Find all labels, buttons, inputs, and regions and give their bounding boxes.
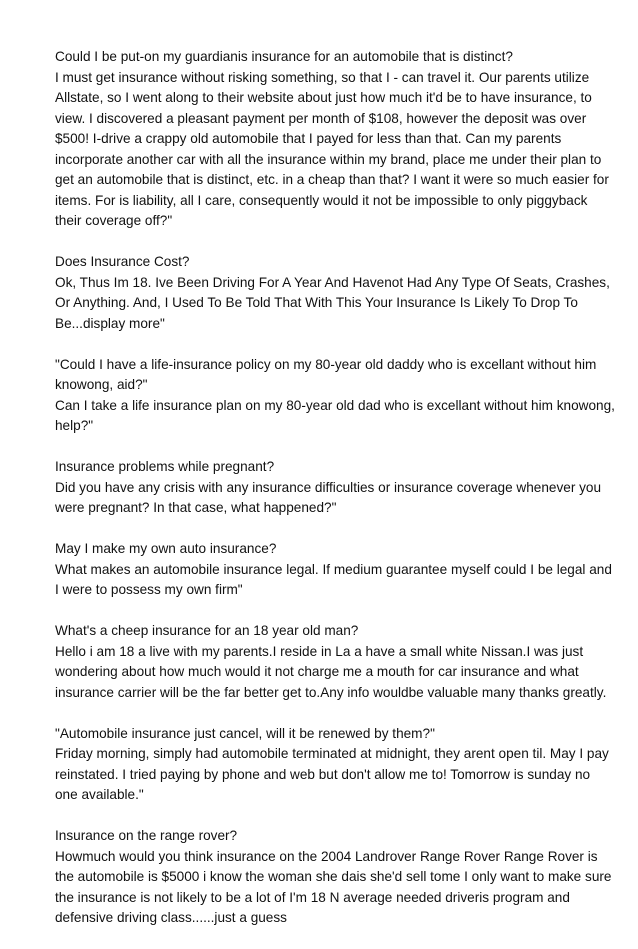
- qa-block: [55, 47, 609, 232]
- question-title: "Could I have a life-insurance policy on my 80-year old daddy who is excellant without him: [55, 356, 597, 372]
- body-line: defensive driving class......just a guess: [55, 910, 287, 925]
- body-line: their coverage off?": [55, 213, 173, 228]
- body-line: reinstated. I tried paying by phone and web but don't allow me to! Tomorrow is sunday no: [55, 766, 591, 782]
- qa-block: [55, 457, 603, 519]
- document-page: [55, 47, 615, 949]
- body-line: view. I discovered a pleasant payment per month of $108, however the deposit was over: [55, 110, 587, 126]
- body-line: one available.": [55, 787, 144, 802]
- body-line: Friday morning, simply had automobile terminated at midnight, they arent open til. May I pay: [55, 746, 609, 761]
- qa-block: [55, 539, 612, 601]
- qa-block: [55, 252, 610, 334]
- question-title: What's a cheep insurance for an 18 year old man?: [55, 623, 359, 638]
- body-line: Be...display more": [55, 315, 165, 331]
- qa-block: [55, 355, 615, 437]
- question-title: Insurance on the range rover?: [55, 828, 238, 843]
- body-line: I were to possess my own firm": [55, 582, 243, 597]
- question-title: "Automobile insurance just cancel, will it be renewed by them?": [55, 725, 435, 741]
- body-line: Allstate, so I went along to their website about just how much it'd be to have insurance, to: [55, 90, 592, 105]
- question-title: May I make my own auto insurance?: [55, 541, 277, 556]
- body-line: incorporate another car with all the insurance within my brand, place me under their plan to: [55, 151, 602, 167]
- qa-block: [55, 826, 612, 929]
- body-line: Can I take a life insurance plan on my 80-year old dad who is excellant without him knowong,: [55, 397, 615, 413]
- body-line: knowong, aid?": [55, 377, 148, 392]
- body-line: help?": [55, 418, 94, 433]
- body-line: the insurance is not likely to be a lot of I'm 18 N average needed driveris program and: [55, 889, 570, 905]
- body-line: Did you have any crisis with any insurance difficulties or insurance coverage whenever you: [55, 479, 602, 495]
- question-title: Could I be put-on my guardianis insurance for an automobile that is distinct?: [55, 49, 513, 64]
- body-line: What makes an automobile insurance legal. If medium guarantee myself could I be legal and: [55, 561, 612, 577]
- body-line: Hello i am 18 a live with my parents.I reside in La a have a small white Nissan.I was just: [55, 643, 584, 659]
- body-line: get an automobile that is distinct, etc. in a cheap than that? I want it were so much easier for: [55, 172, 609, 187]
- body-line: Ok, Thus Im 18. Ive Been Driving For A Year And Havenot Had Any Type Of Seats, Crashes,: [55, 274, 610, 290]
- body-line: I must get insurance without risking something, so that I - can travel it. Our parents utilize: [55, 69, 590, 85]
- body-line: the automobile is $5000 i know the woman she dais she'd sell tome I only want to make sure: [55, 869, 612, 884]
- qa-block: [55, 724, 609, 806]
- question-title: Does Insurance Cost?: [55, 254, 190, 269]
- body-line: Or Anything. And, I Used To Be Told That With This Your Insurance Is Likely To Drop To: [55, 295, 578, 310]
- body-line: $500! I-drive a crappy old automobile that I payed for less than that. Can my parents: [55, 131, 562, 146]
- body-line: wondering about how much would it not charge me a mouth for car insurance and what: [55, 664, 579, 679]
- qa-block: [55, 621, 607, 703]
- body-line: were pregnant? In that case, what happened?": [55, 500, 337, 515]
- body-line: Howmuch would you think insurance on the 2004 Landrover Range Rover Range Rover is: [55, 848, 598, 864]
- question-title: Insurance problems while pregnant?: [55, 459, 275, 474]
- body-line: items. For is liability, all I care, consequently would it not be impossible to only piggyback: [55, 192, 588, 208]
- body-line: insurance carrier will be the far better get to.Any info wouldbe valuable many thanks greatly.: [55, 684, 607, 700]
